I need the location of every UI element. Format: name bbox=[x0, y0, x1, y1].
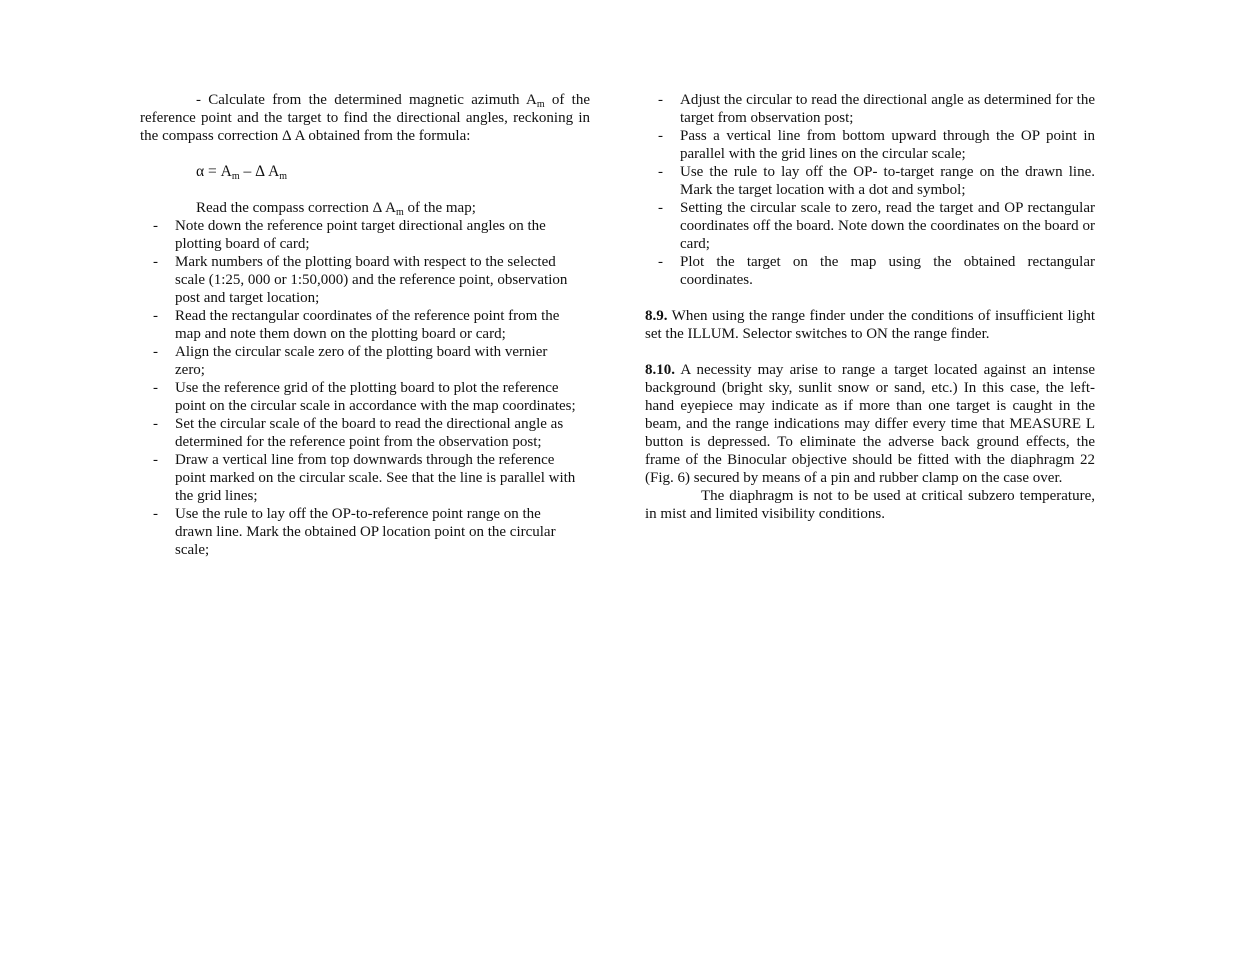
formula-sub-b: m bbox=[279, 171, 288, 182]
list-item-text: Adjust the circular to read the directional angle as determined for the target from observation post; bbox=[680, 92, 1095, 126]
list-item-text: Draw a vertical line from top downwards through the reference point marked on the circular scale. See that the line is parallel with the grid lines; bbox=[175, 452, 576, 504]
intro-text-1: - Calculate from the determined magnetic azimuth A bbox=[196, 92, 537, 108]
list-item bbox=[645, 127, 1095, 163]
formula-part-b: – Δ A bbox=[239, 163, 280, 180]
intro-paragraph bbox=[140, 91, 590, 145]
list-item bbox=[140, 253, 590, 307]
section-8-9 bbox=[645, 307, 1095, 343]
section-number: 8.10. bbox=[645, 362, 675, 378]
list-item-text: Setting the circular scale to zero, read the target and OP rectangular coordinates off the board. Note down the coordinates on the board or card; bbox=[680, 200, 1095, 252]
list-item-text: Use the rule to lay off the OP- to-target range on the drawn line. Mark the target location with a dot and symbol; bbox=[680, 164, 1095, 198]
dash-bullet: - bbox=[658, 254, 663, 270]
read-line-sub: m bbox=[396, 207, 404, 218]
formula bbox=[196, 163, 590, 181]
intro-text-2: of the reference point and the target to find the directional angles, reckoning in the compass correction Δ A obtained from the formula: bbox=[140, 92, 591, 144]
read-line-a: Read the compass correction Δ A bbox=[196, 200, 397, 216]
read-correction-line bbox=[196, 199, 590, 217]
list-item-text: Read the rectangular coordinates of the reference point from the map and note them down on the plotting board or card; bbox=[175, 308, 560, 342]
dash-bullet: - bbox=[658, 92, 663, 108]
dash-bullet: - bbox=[153, 344, 158, 360]
dash-bullet: - bbox=[658, 200, 663, 216]
list-item bbox=[140, 343, 590, 379]
left-steps-list bbox=[140, 217, 590, 559]
list-item bbox=[140, 415, 590, 451]
list-item bbox=[645, 199, 1095, 253]
list-item bbox=[645, 163, 1095, 199]
list-item-text: Use the reference grid of the plotting board to plot the reference point on the circular scale in accordance with the map coordinates; bbox=[175, 380, 576, 414]
list-item bbox=[140, 505, 590, 559]
dash-bullet: - bbox=[153, 254, 158, 270]
spacer bbox=[645, 289, 1095, 307]
list-item-text: Note down the reference point target directional angles on the plotting board of card; bbox=[175, 218, 546, 252]
left-column bbox=[140, 91, 590, 559]
spacer bbox=[645, 343, 1095, 361]
section-text: When using the range finder under the conditions of insufficient light set the ILLUM. Selector switches to ON the range finder. bbox=[645, 308, 1095, 342]
dash-bullet: - bbox=[153, 452, 158, 468]
formula-part-a: α = A bbox=[196, 163, 232, 180]
section-8-10-note bbox=[645, 487, 1095, 523]
dash-bullet: - bbox=[658, 128, 663, 144]
dash-bullet: - bbox=[153, 416, 158, 432]
dash-bullet: - bbox=[153, 308, 158, 324]
list-item-text: Pass a vertical line from bottom upward through the OP point in parallel with the grid lines on the circular scale; bbox=[680, 128, 1095, 162]
list-item-text: Plot the target on the map using the obtained rectangular coordinates. bbox=[680, 254, 1095, 288]
right-steps-list bbox=[645, 91, 1095, 289]
intro-subscript: m bbox=[536, 99, 545, 110]
section-note-text: The diaphragm is not to be used at critical subzero temperature, in mist and limited visibility conditions. bbox=[645, 488, 1095, 522]
section-8-10 bbox=[645, 361, 1095, 487]
list-item bbox=[645, 253, 1095, 289]
list-item-text: Use the rule to lay off the OP-to-reference point range on the drawn line. Mark the obtained OP location point on the circular scale; bbox=[175, 506, 556, 558]
list-item bbox=[140, 379, 590, 415]
list-item bbox=[645, 91, 1095, 127]
list-item bbox=[140, 217, 590, 253]
list-item bbox=[140, 307, 590, 343]
list-item-text: Mark numbers of the plotting board with respect to the selected scale (1:25, 000 or 1:50,000) and the reference point, observation post and target location; bbox=[175, 254, 568, 306]
dash-bullet: - bbox=[658, 164, 663, 180]
list-item-text: Align the circular scale zero of the plotting board with vernier zero; bbox=[175, 344, 548, 378]
dash-bullet: - bbox=[153, 506, 158, 522]
right-column bbox=[645, 91, 1095, 523]
list-item-text: Set the circular scale of the board to read the directional angle as determined for the reference point from the observation post; bbox=[175, 416, 564, 450]
formula-sub-a: m bbox=[231, 171, 240, 182]
dash-bullet: - bbox=[153, 380, 158, 396]
dash-bullet: - bbox=[153, 218, 158, 234]
section-text: A necessity may arise to range a target located against an intense background (bright sky, sunlit snow or sand, etc.) In this case, the left-hand eyepiece may indicate as if more than one target is caught in the beam, and the range indications may differ every time that MEASURE L button is depressed. To eliminate the adverse back ground effects, the frame of the Binocular objective should be fitted with the diaphragm 22 (Fig. 6) secured by means of a pin and rubber clamp on the case over. bbox=[645, 362, 1095, 486]
list-item bbox=[140, 451, 590, 505]
section-number: 8.9. bbox=[645, 308, 668, 324]
read-line-b: of the map; bbox=[403, 200, 476, 216]
